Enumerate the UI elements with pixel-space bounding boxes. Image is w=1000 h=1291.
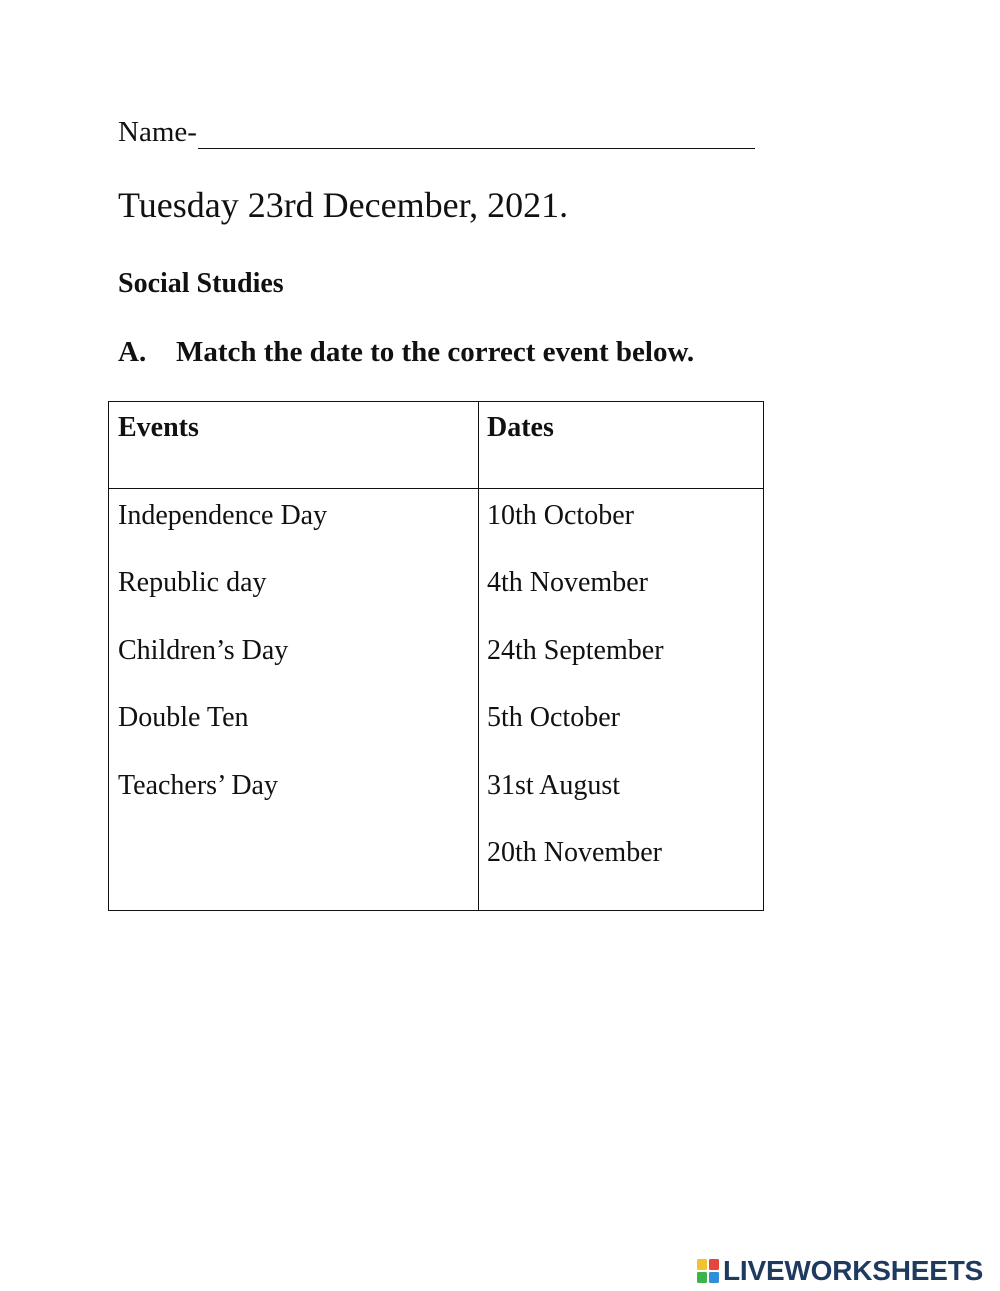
- column-divider: [478, 402, 479, 910]
- name-blank[interactable]: [198, 114, 755, 149]
- brand-name: LIVEWORKSHEETS: [723, 1255, 984, 1286]
- liveworksheets-brand: [697, 1255, 983, 1287]
- instruction: [118, 336, 694, 369]
- date-item[interactable]: 24th September: [487, 635, 664, 666]
- match-table: [108, 401, 764, 911]
- dates-column-header: Dates: [487, 412, 554, 443]
- event-item[interactable]: Double Ten: [118, 702, 249, 733]
- subject-title: Social Studies: [118, 268, 284, 299]
- date-item[interactable]: 10th October: [487, 500, 634, 531]
- name-field-line: [118, 114, 755, 149]
- event-item[interactable]: Independence Day: [118, 500, 328, 531]
- date-item[interactable]: 4th November: [487, 567, 648, 598]
- event-item[interactable]: Republic day: [118, 567, 267, 598]
- date-heading: Tuesday 23rd December, 2021.: [118, 185, 569, 225]
- liveworksheets-logo-icon: [697, 1259, 719, 1283]
- header-divider: [109, 488, 763, 489]
- date-item[interactable]: 20th November: [487, 837, 662, 868]
- event-item[interactable]: Teachers’ Day: [118, 770, 278, 801]
- events-column-header: Events: [118, 412, 199, 443]
- name-label: Name-: [118, 116, 197, 148]
- date-item[interactable]: 5th October: [487, 702, 620, 733]
- instruction-marker: A.: [118, 336, 147, 368]
- event-item[interactable]: Children’s Day: [118, 635, 289, 666]
- date-item[interactable]: 31st August: [487, 770, 621, 801]
- instruction-text: Match the date to the correct event below.: [176, 336, 695, 368]
